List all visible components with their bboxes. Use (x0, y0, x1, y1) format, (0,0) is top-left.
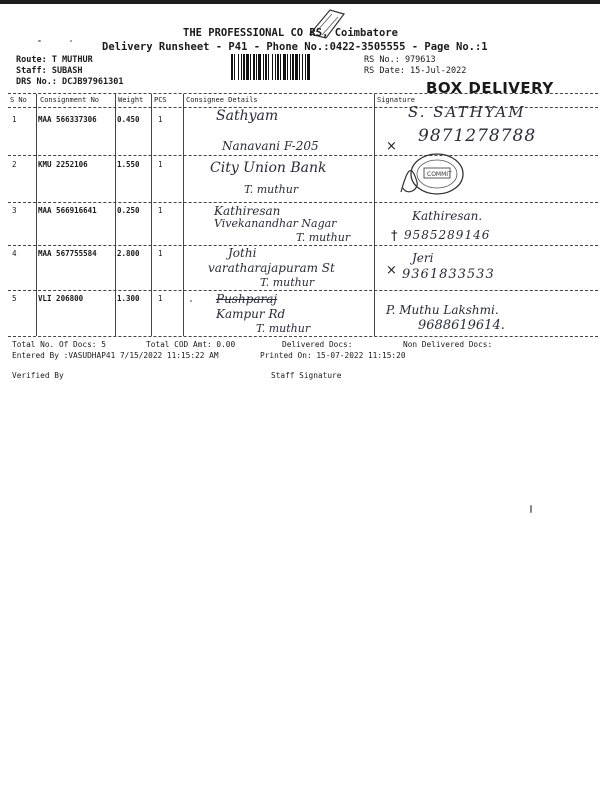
recipient-signature: P. Muthu Lakshmi. (386, 303, 499, 317)
barcode (231, 54, 357, 80)
scan-speck (530, 505, 532, 513)
row-sno: 5 (12, 294, 17, 303)
consignee-area: T. muthur (260, 276, 315, 289)
col-header-sno: S No (10, 96, 27, 104)
bank-stamp-seal (397, 152, 467, 200)
consignee-name: Jothi (228, 246, 257, 260)
staff-label: Staff: SUBASH (16, 66, 83, 76)
row-sno: 3 (12, 206, 17, 215)
row-pcs: 1 (158, 206, 163, 215)
row-pcs: 1 (158, 249, 163, 258)
drs-number: DRS No.: DCJB97961301 (16, 77, 124, 87)
table-bottom-divider (8, 336, 598, 337)
row-weight: 2.800 (117, 249, 140, 258)
document-title: THE PROFESSIONAL CO RS, Coimbatore (183, 27, 398, 39)
consignee-name: Sathyam (216, 108, 279, 124)
row-sno: 2 (12, 160, 17, 169)
consignee-name: Kathiresan (214, 204, 281, 218)
barcode-bar (310, 54, 311, 80)
verified-by-label: Verified By (12, 371, 64, 380)
row-pcs: 1 (158, 294, 163, 303)
rs-date: RS Date: 15-Jul-2022 (364, 66, 467, 76)
divider (8, 93, 598, 94)
row-weight: 0.450 (117, 115, 140, 124)
scan-speck (190, 300, 192, 302)
rs-number: RS No.: 979613 (364, 55, 436, 65)
signature-cross-mark: † (391, 229, 398, 244)
row-divider (8, 202, 598, 203)
column-line (374, 94, 375, 336)
document-subtitle: Delivery Runsheet - P41 - Phone No.:0422-3505555 - Page No.:1 (102, 41, 488, 53)
row-divider (8, 290, 598, 291)
consignee-name: City Union Bank (210, 160, 327, 176)
col-header-pcs: PCS (154, 96, 167, 104)
staff-signature-label: Staff Signature (271, 371, 342, 380)
consignee-address: Nanavani F-205 (222, 139, 319, 153)
row-pcs: 1 (158, 160, 163, 169)
column-line (151, 94, 152, 336)
box-delivery-stamp: BOX DELIVERY (426, 79, 554, 97)
consignee-address: varatharajapuram St (208, 261, 335, 275)
row-weight: 0.250 (117, 206, 140, 215)
recipient-phone: 9361833533 (402, 267, 495, 282)
top-edge-bar (0, 0, 600, 4)
consignee-name: Pushparaj (216, 292, 278, 306)
row-weight: 1.300 (117, 294, 140, 303)
row-consignment: MAA 566337306 (38, 115, 97, 124)
stamp-text: COMMIT (427, 171, 452, 178)
recipient-phone: 9871278788 (418, 126, 537, 146)
non-delivered-docs: Non Delivered Docs: (403, 340, 493, 349)
signature-cross-mark: × (386, 263, 397, 278)
consignee-address: Vivekanandhar Nagar (214, 217, 337, 230)
row-pcs: 1 (158, 115, 163, 124)
row-consignment: MAA 567755584 (38, 249, 97, 258)
route-label: Route: T MUTHUR (16, 55, 93, 65)
row-consignment: KMU 2252106 (38, 160, 88, 169)
recipient-phone: 9688619614. (418, 318, 505, 333)
col-header-weight: Weight (118, 96, 144, 104)
consignee-area: T. muthur (296, 231, 351, 244)
recipient-signature: Jeri (412, 251, 434, 265)
column-line (36, 94, 37, 336)
row-weight: 1.550 (117, 160, 140, 169)
row-consignment: MAA 566916641 (38, 206, 97, 215)
signature-cross-mark: × (386, 139, 397, 154)
entered-by: Entered By :VASUDHAP41 7/15/2022 11:15:22 AM (12, 351, 219, 360)
recipient-signature: Kathiresan. (412, 209, 483, 223)
consignee-address: Kampur Rd (216, 307, 286, 321)
printed-on: Printed On: 15-07-2022 11:15:20 (260, 351, 406, 360)
delivered-docs: Delivered Docs: (282, 340, 353, 349)
column-line (115, 94, 116, 336)
col-header-signature: Signature (377, 96, 415, 104)
row-divider (8, 245, 598, 246)
scan-speck (38, 40, 41, 42)
total-docs: Total No. Of Docs: 5 (12, 340, 106, 349)
col-header-consignment: Consignment No (40, 96, 100, 104)
consignee-address: T. muthur (244, 183, 299, 196)
col-header-consignee: Consignee Details (186, 96, 258, 104)
recipient-phone: 9585289146 (404, 228, 491, 242)
recipient-signature: S. SATHYAM (408, 103, 526, 121)
row-divider (8, 155, 598, 156)
scan-speck (70, 40, 72, 42)
row-consignment: VLI 206800 (38, 294, 84, 303)
column-line (183, 94, 184, 336)
total-cod-amount: Total COD Amt: 0.00 (146, 340, 236, 349)
consignee-area: T. muthur (256, 322, 311, 335)
row-sno: 4 (12, 249, 17, 258)
row-sno: 1 (12, 115, 17, 124)
